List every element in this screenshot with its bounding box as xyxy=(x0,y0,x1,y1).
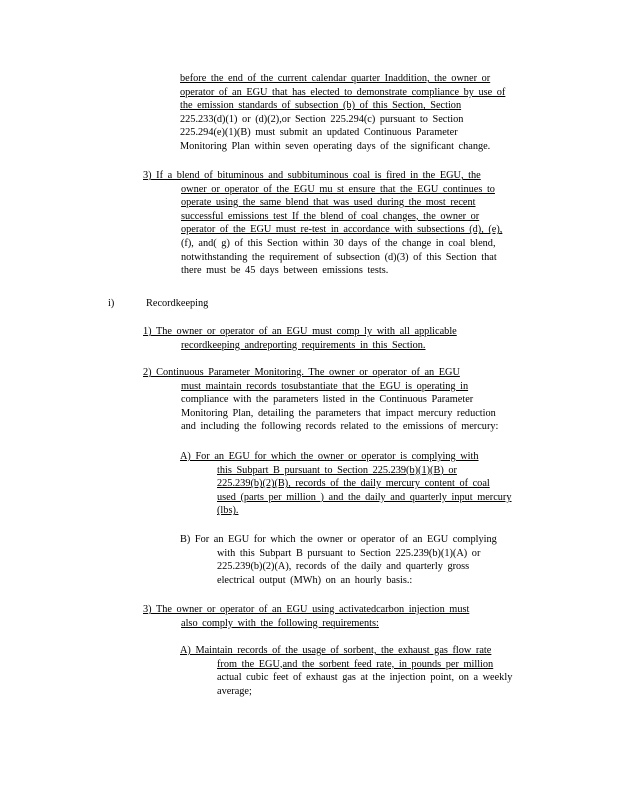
text-line: operator of the EGU must re-test in accordance with subsections (d), (e), xyxy=(181,224,503,236)
text-line: successful emissions test If the blend of coal changes, the owner or xyxy=(181,210,480,222)
text-line: owner or operator of the EGU mu st ensure that the EGU continues to xyxy=(181,183,495,195)
text-line: there must be 45 days between emissions tests. xyxy=(181,265,389,277)
text-line: recordkeeping andreporting requirements in this Section. xyxy=(181,339,426,351)
text-line: 3) The owner or operator of an EGU using activatedcarbon injection must xyxy=(143,604,470,615)
list-item-3-coal-blend xyxy=(143,169,533,278)
text-line: must maintain records tosubstantiate that the EGU is operating in xyxy=(181,380,469,392)
text-line: operator of an EGU that has elected to demonstrate compliance by use of xyxy=(180,86,506,98)
text-line: Monitoring Plan within seven operating days of the significant change. xyxy=(180,140,491,152)
text-line: compliance with the parameters listed in the Continuous Parameter xyxy=(181,394,474,406)
text-line: actual cubic feet of exhaust gas at the injection point, on a weekly xyxy=(217,672,513,684)
section-heading-recordkeeping xyxy=(108,297,208,311)
text-line: from the EGU,and the sorbent feed rate, in pounds per million xyxy=(217,658,494,670)
text-line: 1) The owner or operator of an EGU must comp ly with all applicable xyxy=(143,326,457,337)
text-line: Monitoring Plan, detailing the parameters that impact mercury reduction xyxy=(181,407,496,419)
text-line: 3) If a blend of bituminous and subbituminous coal is fired in the EGU, the xyxy=(143,170,481,181)
text-line: 225.239(b)(2)(A), records of the daily and quarterly gross xyxy=(217,561,470,573)
sub-item-2a xyxy=(180,450,512,518)
text-line: (f), and( g) of this Section within 30 days of the change in coal blend, xyxy=(181,237,496,249)
list-item-1-comply xyxy=(143,325,457,352)
text-line: also comply with the following requirements: xyxy=(181,617,379,629)
text-line: electrical output (MWh) on an hourly basis.: xyxy=(217,574,413,586)
text-line: A) Maintain records of the usage of sorbent, the exhaust gas flow rate xyxy=(180,645,492,656)
text-line: 225.239(b)(2)(B), records of the daily mercury content of coal xyxy=(217,478,490,490)
text-line: 225.233(d)(1) or (d)(2),or Section 225.294(c) pursuant to Section xyxy=(180,113,464,125)
text-line: B) For an EGU for which the owner or operator of an EGU complying xyxy=(180,534,497,545)
list-item-2-continuous-monitoring xyxy=(143,366,498,434)
text-line: operate using the same blend that was used during the most recent xyxy=(181,197,476,209)
text-line: 2) Continuous Parameter Monitoring. The owner or operator of an EGU xyxy=(143,367,460,378)
text-line: average; xyxy=(217,685,252,697)
sub-item-2b xyxy=(180,533,497,587)
text-line: notwithstanding the requirement of subsection (d)(3) of this Section that xyxy=(181,251,497,263)
text-line: used (parts per million ) and the daily and quarterly input mercury xyxy=(217,491,512,503)
sub-item-3a xyxy=(180,644,512,698)
text-line: the emission standards of subsection (b) of this Section, Section xyxy=(180,100,462,112)
text-line: and including the following records related to the emissions of mercury: xyxy=(181,421,499,433)
text-line: A) For an EGU for which the owner or operator is complying with xyxy=(180,451,479,462)
section-title: Recordkeeping xyxy=(146,298,209,309)
text-line: this Subpart B pursuant to Section 225.239(b)(1)(B) or xyxy=(217,464,457,476)
paragraph-continuation xyxy=(180,72,540,154)
list-item-3-activated-carbon xyxy=(143,603,469,630)
text-line: before the end of the current calendar quarter Inaddition, the owner or xyxy=(180,73,491,84)
text-line: with this Subpart B pursuant to Section 225.239(b)(1)(A) or xyxy=(217,547,481,559)
text-line: 225.294(e)(1)(B) must submit an updated Continuous Parameter xyxy=(180,127,458,139)
text-line: (lbs). xyxy=(217,505,239,517)
section-numeral: i) xyxy=(108,298,115,309)
